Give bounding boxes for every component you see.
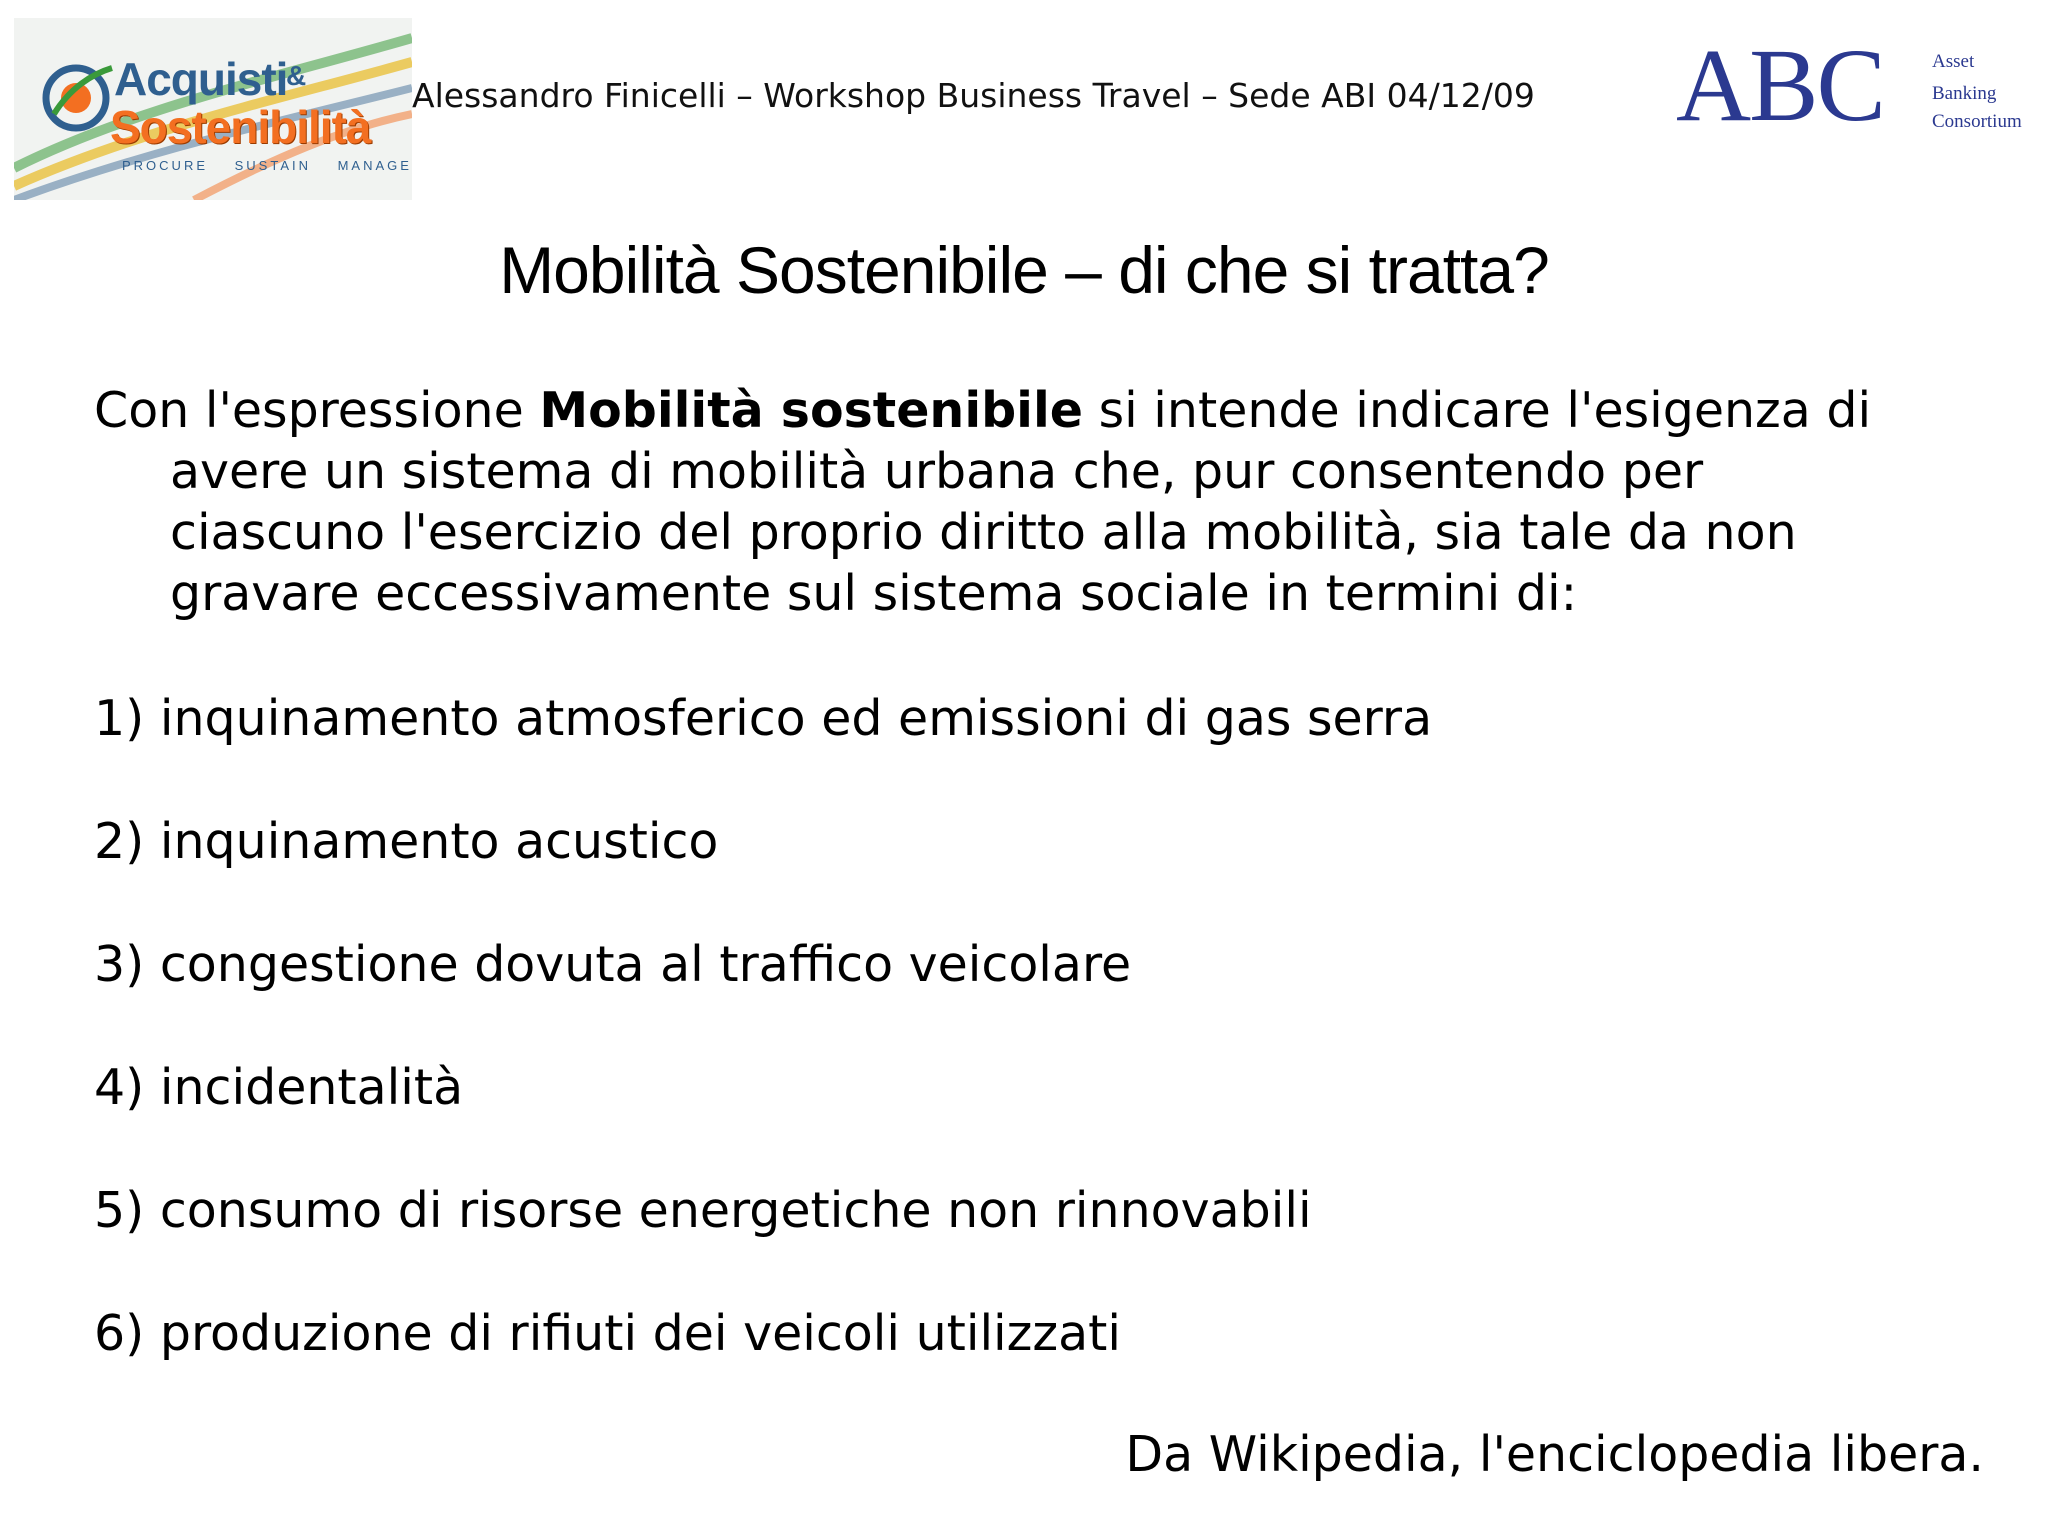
list-item: 4) incidentalità [94,1059,464,1116]
logo-word-sostenibilita: Sostenibilità [110,101,371,153]
list-item: 5) consumo di risorse energetiche non rinnovabili [94,1182,1312,1239]
abc-logo-line-asset: Asset [1932,51,1975,72]
logo-tagline: PROCURE SUSTAIN MANAGE [122,158,412,173]
logo-ampersand: & [286,60,307,91]
logo-word-acquisti: Acquisti [114,53,288,105]
intro-line-1 [94,380,1994,441]
intro-paragraph [94,380,1994,624]
list-item: 2) inquinamento acustico [94,813,719,870]
impact-list [94,688,1994,1426]
page-title: Mobilità Sostenibile – di che si tratta? [499,233,1549,307]
intro-line-2: avere un sistema di mobilità urbana che, pur consentendo per [170,443,1704,500]
source-citation: Da Wikipedia, l'enciclopedia libera. [1125,1426,1984,1483]
abc-logo [1676,28,2036,143]
intro-line-4: gravare eccessivamente sul sistema sociale in termini di: [170,565,1578,622]
intro-post: si intende indicare l'esigenza di [1083,382,1872,439]
list-item: 3) congestione dovuta al traffico veicolare [94,936,1132,993]
acquisti-sostenibilita-logo [14,18,412,200]
abc-logo-letters: ABC [1676,28,1884,143]
intro-pre: Con l'espressione [94,382,540,439]
header-caption: Alessandro Finicelli – Workshop Business Travel – Sede ABI 04/12/09 [412,76,1535,115]
intro-line-3: ciascuno l'esercizio del proprio diritto alla mobilità, sia tale da non [170,504,1797,561]
intro-bold-term: Mobilità sostenibile [539,382,1084,439]
abc-logo-line-consortium: Consortium [1932,111,2022,132]
abc-logo-line-banking: Banking [1932,83,1997,104]
list-item: 1) inquinamento atmosferico ed emissioni di gas serra [94,690,1433,747]
list-item: 6) produzione di rifiuti dei veicoli utilizzati [94,1305,1121,1362]
